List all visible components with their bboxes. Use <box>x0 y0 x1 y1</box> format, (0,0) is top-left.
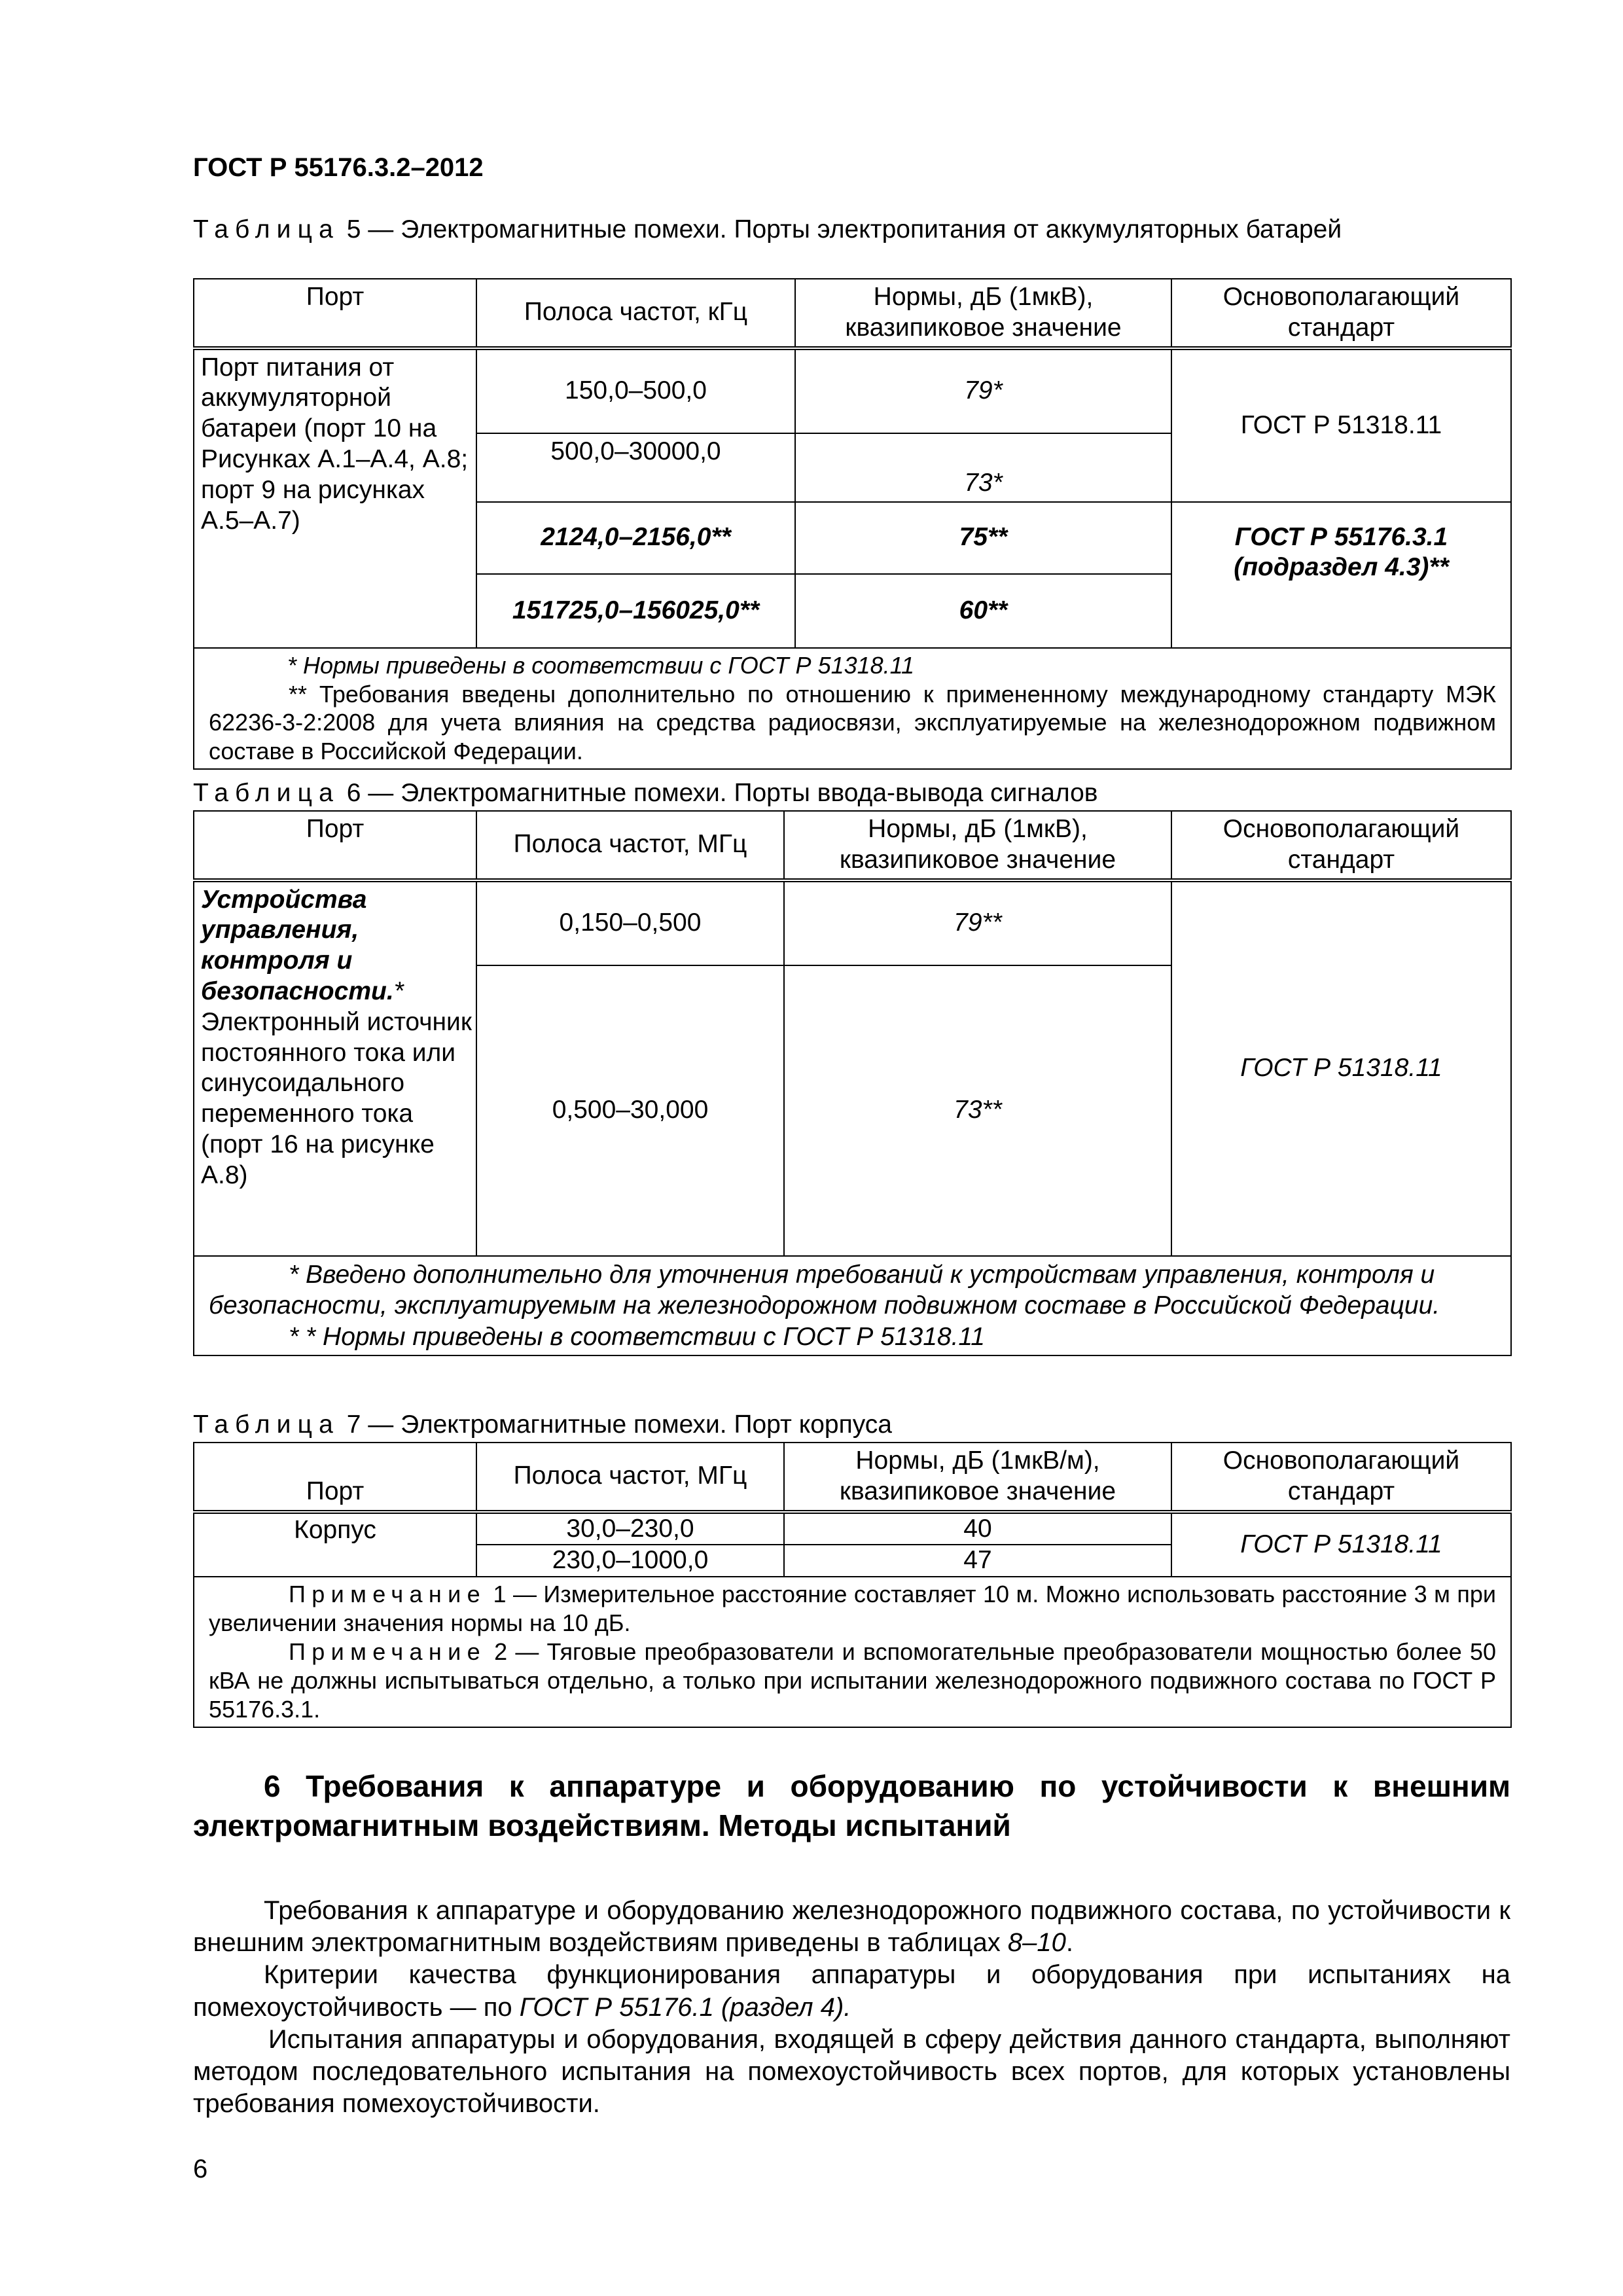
table7-note-2-text: 2 — Тяговые преобразователи и вспомогательные преобразователи мощностью более 50 кВА не должны испытываться отдельно, а только при испытании железнодорожного подвижного состава по ГОСТ Р 55176.3.1. <box>209 1638 1496 1723</box>
table6-port-star: * <box>393 977 404 1005</box>
table5-note-1: * Нормы приведены в соответствии с ГОСТ Р 51318.11 <box>287 651 915 679</box>
table6 <box>193 810 1512 1356</box>
table7-caption-text: 7 — Электромагнитные помехи. Порт корпуса <box>339 1410 892 1439</box>
table6-port-title: Устройства управления, контроля и безопасности. <box>201 885 394 1005</box>
table5-freq-cell: 500,0–30000,0 <box>476 433 795 502</box>
paragraph-1-end: . <box>1065 1928 1073 1958</box>
table5-norm-cell: 73* <box>795 433 1171 502</box>
paragraph-2-text: Критерии качества функционирования аппаратуры и оборудования при испытаниях на помехоустойчивость — по <box>193 1960 1510 2022</box>
table6-header-freq: Полоса частот, МГц <box>476 811 784 880</box>
table5 <box>193 278 1512 770</box>
table6-port-cell <box>194 880 476 1256</box>
section-6-body <box>193 1895 1510 2120</box>
table6-standard-cell: ГОСТ Р 51318.11 <box>1171 880 1511 1256</box>
table7-standard-cell: ГОСТ Р 51318.11 <box>1171 1512 1511 1577</box>
table7-note-2-word: Примечание <box>289 1638 486 1665</box>
table6-note-2: * * Нормы приведены в соответствии с ГОСТ Р 51318.11 <box>289 1322 985 1351</box>
table5-caption <box>193 215 1342 245</box>
table7 <box>193 1442 1512 1728</box>
table7-port-cell: Корпус <box>194 1512 476 1577</box>
table5-freq-cell: 2124,0–2156,0** <box>476 502 795 574</box>
table5-caption-word: Таблица <box>193 215 340 243</box>
table6-port-description: Электронный источник постоянного тока или синусоидального переменного тока (порт 16 на рисунке А.8) <box>201 1007 472 1189</box>
table5-header-standard: Основополагающий стандарт <box>1171 279 1511 348</box>
table7-header-freq: Полоса частот, МГц <box>476 1443 784 1512</box>
table7-note-1 <box>209 1580 1496 1638</box>
section-6-title: 6 Требования к аппаратуре и оборудованию по устойчивости к внешним электромагнитным воздействиям. Методы испытаний <box>193 1769 1510 1842</box>
document-header: ГОСТ Р 55176.3.2–2012 <box>193 153 484 182</box>
table5-freq-cell: 150,0–500,0 <box>476 348 795 433</box>
table6-note-1: * Введено дополнительно для уточнения требований к устройствам управления, контроля и безопасности, эксплуатируемым на железнодорожном подвижном составе в Российской Федерации. <box>209 1260 1440 1320</box>
standard-reference: ГОСТ Р 55176.1 (раздел 4). <box>519 1992 851 2022</box>
table5-standard-cell: ГОСТ Р 51318.11 <box>1171 348 1511 502</box>
table6-caption-text: 6 — Электромагнитные помехи. Порты ввода-вывода сигналов <box>339 779 1098 807</box>
table6-caption-word: Таблица <box>193 779 340 807</box>
table6-freq-cell: 0,150–0,500 <box>476 880 784 965</box>
table5-header-freq: Полоса частот, кГц <box>476 279 795 348</box>
table5-caption-text: 5 — Электромагнитные помехи. Порты электропитания от аккумуляторных батарей <box>339 215 1342 243</box>
table6-notes <box>194 1256 1511 1356</box>
table7-freq-cell: 230,0–1000,0 <box>476 1545 784 1577</box>
table5-header-norm: Нормы, дБ (1мкВ), квазипиковое значение <box>795 279 1171 348</box>
table7-header-standard: Основополагающий стандарт <box>1171 1443 1511 1512</box>
table7-caption <box>193 1410 892 1441</box>
table5-freq-cell: 151725,0–156025,0** <box>476 574 795 648</box>
table6-norm-cell: 73** <box>784 965 1171 1256</box>
section-6-paragraph-2 <box>193 1959 1510 2023</box>
table7-header-port: Порт <box>194 1443 476 1512</box>
table7-caption-word: Таблица <box>193 1410 340 1439</box>
table6-freq-cell: 0,500–30,000 <box>476 965 784 1256</box>
table5-note-2: ** Требования введены дополнительно по отношению к примененному международному стандарту МЭК 62236-3-2:2008 для учета влияния на средства радиосвязи, эксплуатируемые на железнодорожном подвижном составе в Российской Федерации. <box>209 680 1496 765</box>
table6-header-port: Порт <box>194 811 476 880</box>
table7-note-1-text: 1 — Измерительное расстояние составляет 10 м. Можно использовать расстояние 3 м при увеличении значения нормы на 10 дБ. <box>209 1581 1496 1637</box>
table7-notes <box>194 1577 1511 1727</box>
table5-norm-cell: 79* <box>795 348 1171 433</box>
table6-header-norm: Нормы, дБ (1мкВ), квазипиковое значение <box>784 811 1171 880</box>
table7-header-norm: Нормы, дБ (1мкВ/м), квазипиковое значение <box>784 1443 1171 1512</box>
table5-port-cell: Порт питания от аккумуляторной батареи (порт 10 на Рисунках А.1–А.4, А.8; порт 9 на рисунках А.5–А.7) <box>194 348 476 648</box>
table5-notes <box>194 648 1511 770</box>
page-number: 6 <box>193 2155 208 2183</box>
table7-norm-cell: 47 <box>784 1545 1171 1577</box>
paragraph-1-text: Требования к аппаратуре и оборудованию железнодорожного подвижного состава, по устойчивости к внешним электромагнитным воздействиям приведены в таблицах <box>193 1896 1510 1958</box>
table6-caption <box>193 778 1097 809</box>
table7-freq-cell: 30,0–230,0 <box>476 1512 784 1545</box>
tables-reference: 8–10 <box>1007 1928 1066 1958</box>
table6-norm-cell: 79** <box>784 880 1171 965</box>
section-6-paragraph-1 <box>193 1895 1510 1959</box>
table6-header-standard: Основополагающий стандарт <box>1171 811 1511 880</box>
table5-standard-cell: ГОСТ Р 55176.3.1 (подраздел 4.3)** <box>1171 502 1511 648</box>
table7-note-1-word: Примечание <box>289 1581 486 1608</box>
table5-header-port: Порт <box>194 279 476 348</box>
table5-norm-cell: 60** <box>795 574 1171 648</box>
table7-norm-cell: 40 <box>784 1512 1171 1545</box>
table7-note-2 <box>209 1638 1496 1724</box>
table5-norm-cell: 75** <box>795 502 1171 574</box>
section-6-paragraph-3: Испытания аппаратуры и оборудования, входящей в сферу действия данного стандарта, выполняют методом последовательного испытания на помехоустойчивость всех портов, для которых установлены требования помехоустойчивости. <box>193 2024 1510 2119</box>
